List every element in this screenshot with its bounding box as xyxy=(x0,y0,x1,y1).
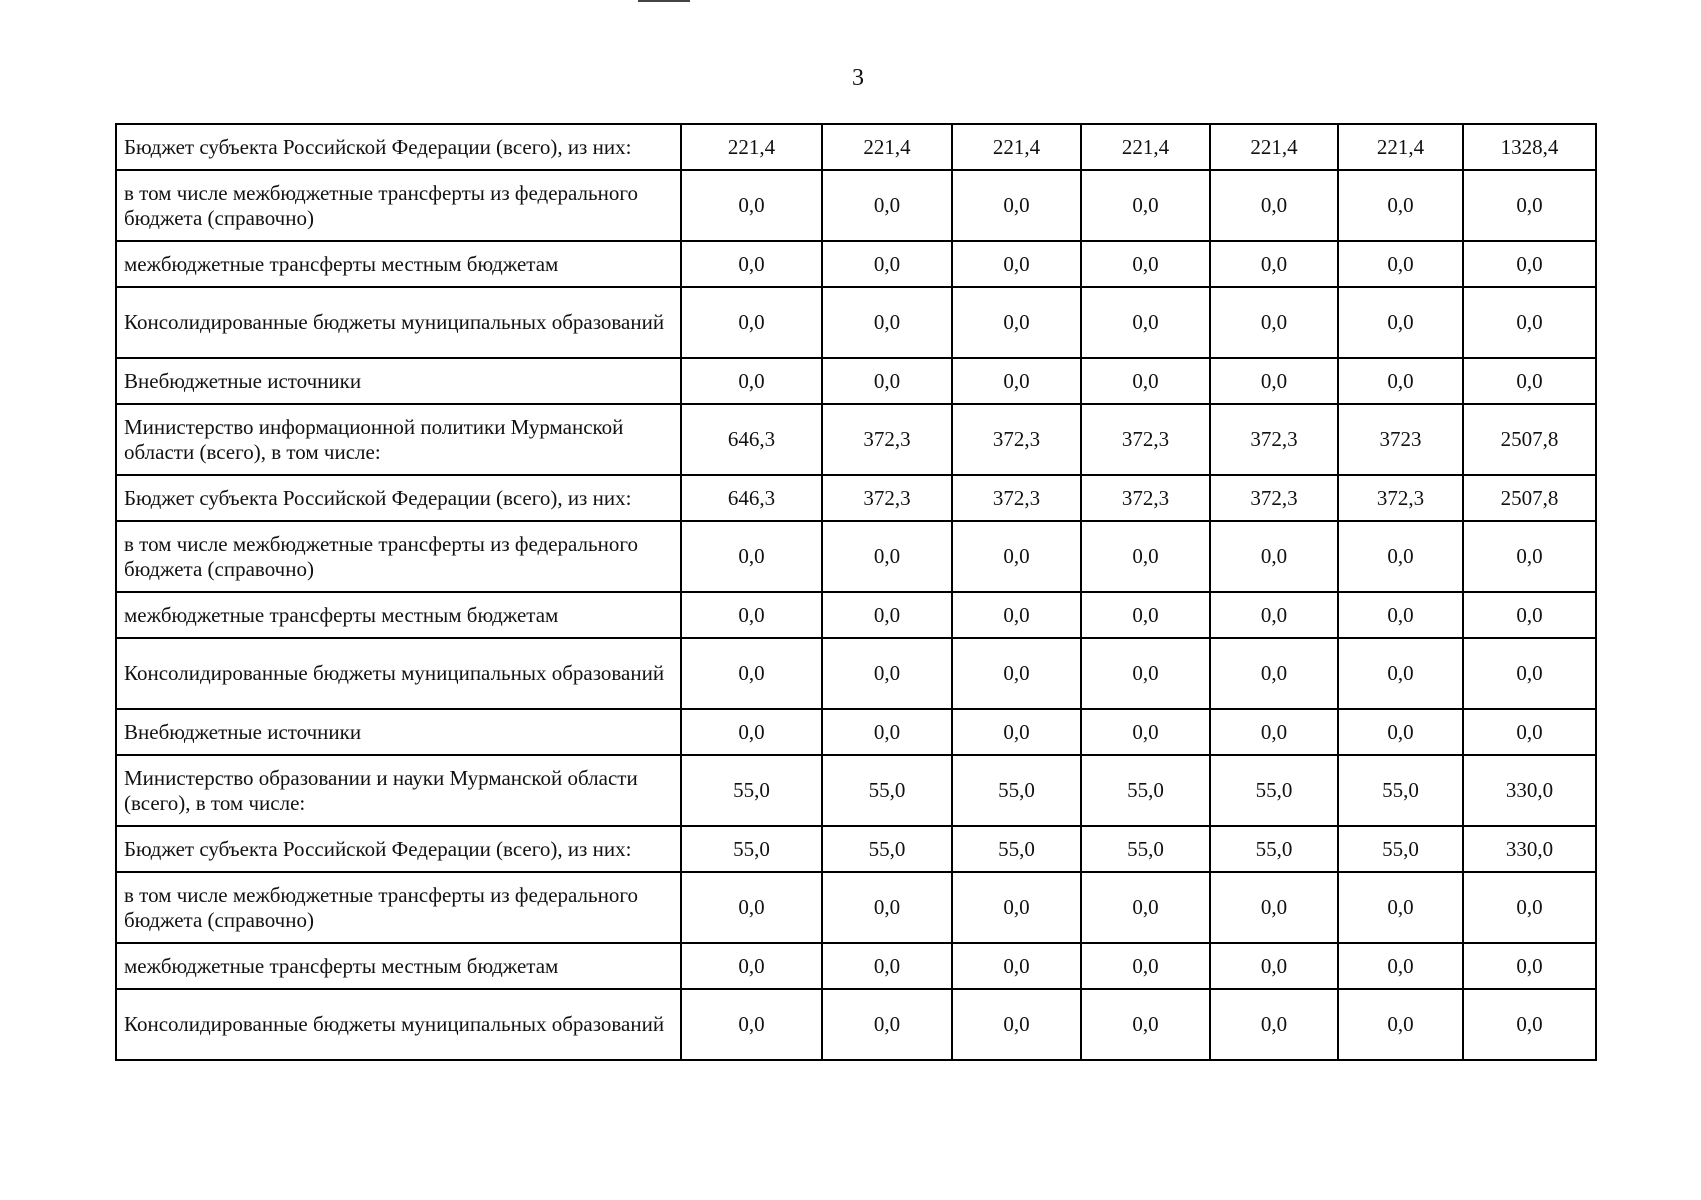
row-label: Бюджет субъекта Российской Федерации (всего), из них: xyxy=(116,826,681,872)
table-row xyxy=(116,592,1596,638)
value-cell: 0,0 xyxy=(1463,872,1596,943)
page-top-mark xyxy=(638,0,690,2)
row-label: межбюджетные трансферты местным бюджетам xyxy=(116,943,681,989)
value-cell: 372,3 xyxy=(952,404,1081,475)
value-cell: 0,0 xyxy=(681,872,822,943)
value-cell: 0,0 xyxy=(1338,638,1463,709)
value-cell: 55,0 xyxy=(1338,755,1463,826)
value-cell: 0,0 xyxy=(1338,287,1463,358)
value-cell: 372,3 xyxy=(1081,475,1210,521)
value-cell: 0,0 xyxy=(822,170,952,241)
value-cell: 330,0 xyxy=(1463,755,1596,826)
value-cell: 0,0 xyxy=(1338,521,1463,592)
value-cell: 0,0 xyxy=(1210,709,1338,755)
table-row xyxy=(116,287,1596,358)
table-row xyxy=(116,943,1596,989)
value-cell: 0,0 xyxy=(681,170,822,241)
value-cell: 0,0 xyxy=(681,241,822,287)
value-cell: 0,0 xyxy=(822,638,952,709)
value-cell: 55,0 xyxy=(822,826,952,872)
value-cell: 0,0 xyxy=(1210,170,1338,241)
value-cell: 372,3 xyxy=(1338,475,1463,521)
table-row xyxy=(116,358,1596,404)
value-cell: 55,0 xyxy=(822,755,952,826)
value-cell: 55,0 xyxy=(952,755,1081,826)
table-row xyxy=(116,826,1596,872)
value-cell: 0,0 xyxy=(952,989,1081,1060)
value-cell: 0,0 xyxy=(1338,241,1463,287)
value-cell: 55,0 xyxy=(1338,826,1463,872)
budget-table xyxy=(115,123,1597,1061)
value-cell: 372,3 xyxy=(1210,404,1338,475)
value-cell: 0,0 xyxy=(681,287,822,358)
value-cell: 0,0 xyxy=(1081,287,1210,358)
value-cell: 55,0 xyxy=(681,826,822,872)
value-cell: 0,0 xyxy=(1338,943,1463,989)
table-row xyxy=(116,521,1596,592)
row-label: межбюджетные трансферты местным бюджетам xyxy=(116,241,681,287)
value-cell: 0,0 xyxy=(1463,170,1596,241)
value-cell: 0,0 xyxy=(822,592,952,638)
value-cell: 55,0 xyxy=(952,826,1081,872)
value-cell: 0,0 xyxy=(1210,943,1338,989)
value-cell: 0,0 xyxy=(952,709,1081,755)
table-row xyxy=(116,241,1596,287)
value-cell: 3723 xyxy=(1338,404,1463,475)
value-cell: 0,0 xyxy=(952,170,1081,241)
row-label: Внебюджетные источники xyxy=(116,358,681,404)
value-cell: 0,0 xyxy=(1081,989,1210,1060)
value-cell: 0,0 xyxy=(681,592,822,638)
row-label: Министерство образовании и науки Мурманской области (всего), в том числе: xyxy=(116,755,681,826)
value-cell: 0,0 xyxy=(1210,638,1338,709)
row-label: в том числе межбюджетные трансферты из федерального бюджета (справочно) xyxy=(116,170,681,241)
page-number: 3 xyxy=(852,65,864,91)
value-cell: 0,0 xyxy=(681,943,822,989)
value-cell: 0,0 xyxy=(822,943,952,989)
value-cell: 0,0 xyxy=(1463,989,1596,1060)
value-cell: 0,0 xyxy=(1210,521,1338,592)
value-cell: 0,0 xyxy=(822,521,952,592)
value-cell: 0,0 xyxy=(952,521,1081,592)
value-cell: 330,0 xyxy=(1463,826,1596,872)
value-cell: 0,0 xyxy=(1463,287,1596,358)
value-cell: 0,0 xyxy=(1210,872,1338,943)
value-cell: 0,0 xyxy=(822,358,952,404)
table-body xyxy=(116,124,1596,1060)
value-cell: 0,0 xyxy=(1338,592,1463,638)
value-cell: 372,3 xyxy=(822,404,952,475)
value-cell: 1328,4 xyxy=(1463,124,1596,170)
table-row xyxy=(116,638,1596,709)
value-cell: 0,0 xyxy=(681,989,822,1060)
value-cell: 0,0 xyxy=(1338,709,1463,755)
row-label: Бюджет субъекта Российской Федерации (всего), из них: xyxy=(116,124,681,170)
value-cell: 0,0 xyxy=(1338,358,1463,404)
row-label: Внебюджетные источники xyxy=(116,709,681,755)
value-cell: 0,0 xyxy=(1338,170,1463,241)
table-row xyxy=(116,475,1596,521)
value-cell: 0,0 xyxy=(1463,592,1596,638)
value-cell: 646,3 xyxy=(681,404,822,475)
value-cell: 0,0 xyxy=(952,241,1081,287)
value-cell: 0,0 xyxy=(952,943,1081,989)
value-cell: 221,4 xyxy=(952,124,1081,170)
value-cell: 372,3 xyxy=(1081,404,1210,475)
value-cell: 55,0 xyxy=(1210,755,1338,826)
row-label: межбюджетные трансферты местным бюджетам xyxy=(116,592,681,638)
value-cell: 0,0 xyxy=(822,709,952,755)
row-label: в том числе межбюджетные трансферты из федерального бюджета (справочно) xyxy=(116,872,681,943)
value-cell: 0,0 xyxy=(952,592,1081,638)
value-cell: 0,0 xyxy=(1463,943,1596,989)
row-label: Консолидированные бюджеты муниципальных образований xyxy=(116,638,681,709)
value-cell: 0,0 xyxy=(952,638,1081,709)
value-cell: 2507,8 xyxy=(1463,404,1596,475)
value-cell: 0,0 xyxy=(952,358,1081,404)
value-cell: 0,0 xyxy=(1463,521,1596,592)
value-cell: 372,3 xyxy=(1210,475,1338,521)
value-cell: 0,0 xyxy=(1081,943,1210,989)
table-row xyxy=(116,709,1596,755)
value-cell: 0,0 xyxy=(681,358,822,404)
value-cell: 0,0 xyxy=(1463,709,1596,755)
value-cell: 0,0 xyxy=(1081,241,1210,287)
value-cell: 0,0 xyxy=(1210,287,1338,358)
table-row xyxy=(116,404,1596,475)
value-cell: 221,4 xyxy=(1210,124,1338,170)
value-cell: 0,0 xyxy=(822,287,952,358)
value-cell: 0,0 xyxy=(1210,592,1338,638)
value-cell: 0,0 xyxy=(1338,989,1463,1060)
table-row xyxy=(116,872,1596,943)
value-cell: 0,0 xyxy=(1338,872,1463,943)
row-label: Консолидированные бюджеты муниципальных образований xyxy=(116,989,681,1060)
value-cell: 0,0 xyxy=(952,287,1081,358)
value-cell: 0,0 xyxy=(1463,638,1596,709)
table-row xyxy=(116,124,1596,170)
value-cell: 0,0 xyxy=(1081,170,1210,241)
row-label: Министерство информационной политики Мурманской области (всего), в том числе: xyxy=(116,404,681,475)
value-cell: 55,0 xyxy=(1081,755,1210,826)
value-cell: 221,4 xyxy=(822,124,952,170)
value-cell: 0,0 xyxy=(822,241,952,287)
value-cell: 55,0 xyxy=(681,755,822,826)
value-cell: 0,0 xyxy=(1081,592,1210,638)
value-cell: 0,0 xyxy=(1081,872,1210,943)
value-cell: 0,0 xyxy=(1210,989,1338,1060)
value-cell: 0,0 xyxy=(822,989,952,1060)
value-cell: 221,4 xyxy=(1338,124,1463,170)
value-cell: 0,0 xyxy=(681,709,822,755)
value-cell: 0,0 xyxy=(1210,241,1338,287)
value-cell: 0,0 xyxy=(681,521,822,592)
value-cell: 372,3 xyxy=(952,475,1081,521)
row-label: Бюджет субъекта Российской Федерации (всего), из них: xyxy=(116,475,681,521)
row-label: Консолидированные бюджеты муниципальных образований xyxy=(116,287,681,358)
table-row xyxy=(116,755,1596,826)
value-cell: 221,4 xyxy=(1081,124,1210,170)
value-cell: 2507,8 xyxy=(1463,475,1596,521)
value-cell: 0,0 xyxy=(1081,638,1210,709)
table-row xyxy=(116,170,1596,241)
value-cell: 0,0 xyxy=(1081,521,1210,592)
value-cell: 646,3 xyxy=(681,475,822,521)
value-cell: 372,3 xyxy=(822,475,952,521)
value-cell: 0,0 xyxy=(1463,358,1596,404)
value-cell: 0,0 xyxy=(822,872,952,943)
value-cell: 0,0 xyxy=(681,638,822,709)
value-cell: 0,0 xyxy=(1210,358,1338,404)
value-cell: 0,0 xyxy=(952,872,1081,943)
row-label: в том числе межбюджетные трансферты из федерального бюджета (справочно) xyxy=(116,521,681,592)
table-row xyxy=(116,989,1596,1060)
value-cell: 0,0 xyxy=(1463,241,1596,287)
value-cell: 0,0 xyxy=(1081,358,1210,404)
value-cell: 221,4 xyxy=(681,124,822,170)
value-cell: 0,0 xyxy=(1081,709,1210,755)
value-cell: 55,0 xyxy=(1210,826,1338,872)
value-cell: 55,0 xyxy=(1081,826,1210,872)
